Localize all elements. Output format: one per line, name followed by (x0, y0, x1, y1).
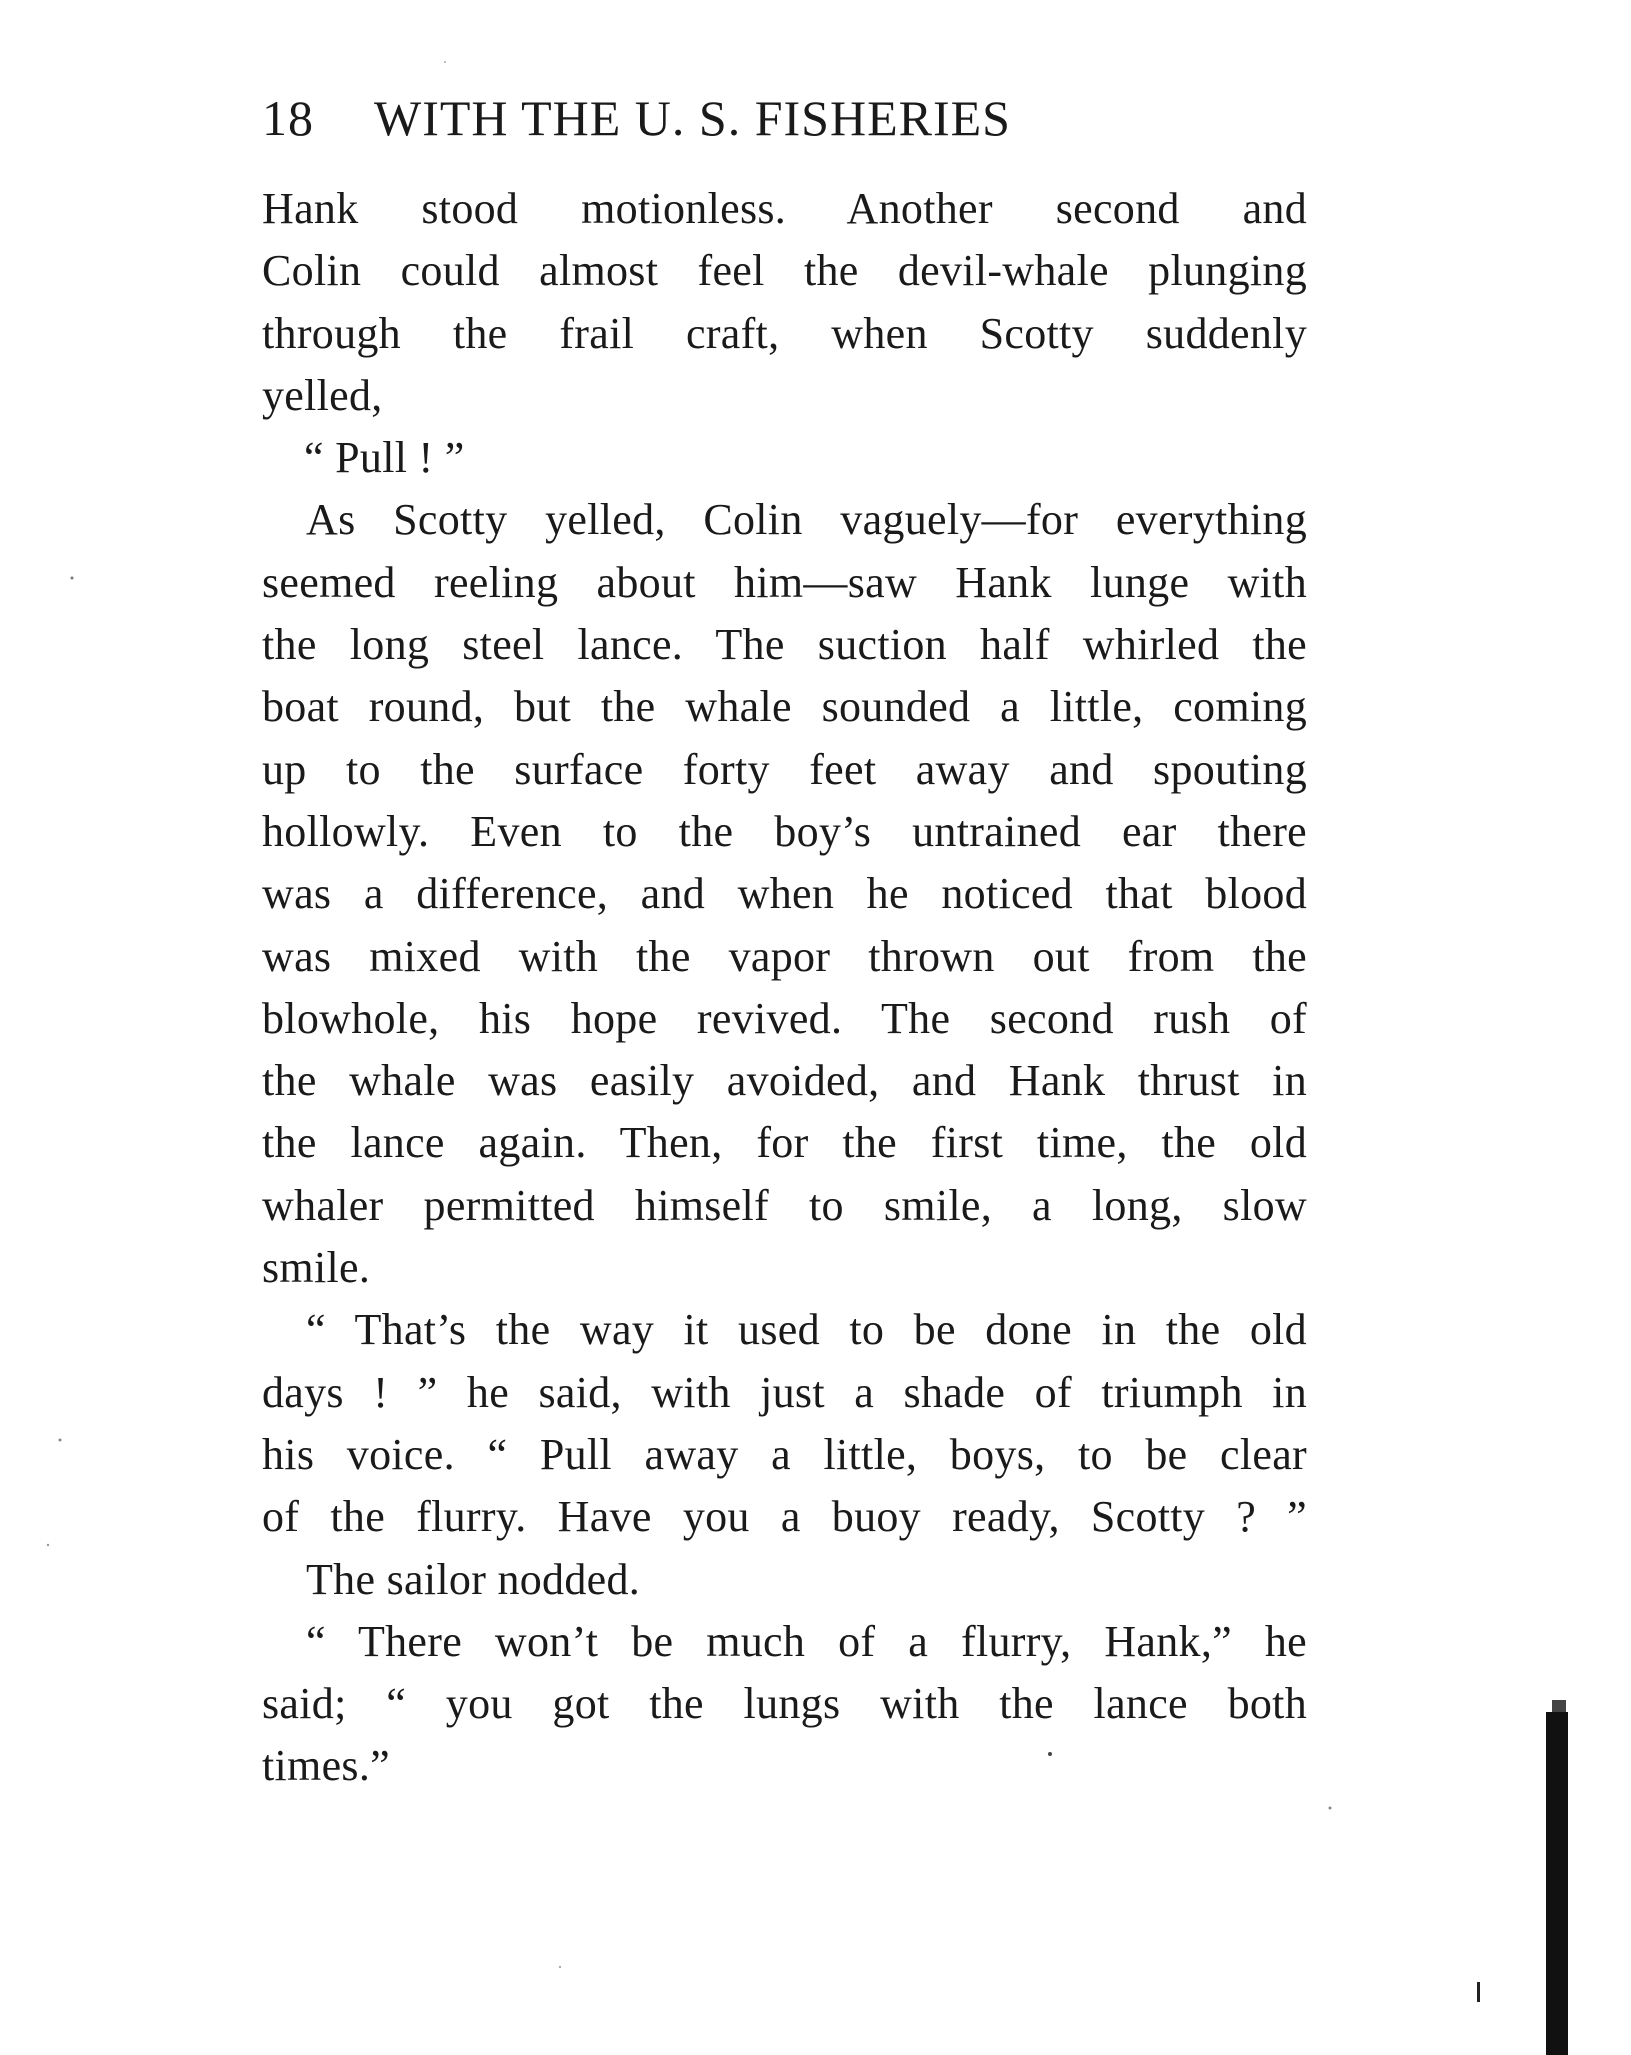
text-line: The sailor nodded. (306, 1554, 641, 1604)
text-line: yelled, (262, 370, 383, 420)
text-line: of the flurry. Have you a buoy ready, Scotty ? ” (262, 1492, 1307, 1542)
running-head (262, 88, 1312, 148)
text-line: “ Pull ! ” (304, 433, 465, 483)
text-line: “ That’s the way it used to be done in the old (306, 1305, 1307, 1355)
text-line: boat round, but the whale sounded a little, coming (262, 682, 1307, 732)
text-line: whaler permitted himself to smile, a long, slow (262, 1180, 1307, 1230)
text-line: was mixed with the vapor thrown out from the (262, 931, 1307, 981)
text-line: smile. (262, 1243, 371, 1293)
text-line: the lance again. Then, for the first time, the old (262, 1118, 1307, 1168)
text-line: days ! ” he said, with just a shade of triumph in (262, 1367, 1307, 1417)
text-line: through the frail craft, when Scotty suddenly (262, 308, 1307, 358)
body-text (262, 178, 1307, 1798)
running-title: WITH THE U. S. FISHERIES (374, 90, 1011, 146)
text-line: Colin could almost feel the devil-whale plunging (262, 246, 1307, 296)
scan-edge-bar (1546, 1712, 1568, 2055)
text-line: his voice. “ Pull away a little, boys, to be clear (262, 1429, 1307, 1479)
text-line: As Scotty yelled, Colin vaguely—for everything (306, 495, 1307, 545)
text-line: the whale was easily avoided, and Hank thrust in (262, 1056, 1307, 1106)
text-line: seemed reeling about him—saw Hank lunge with (262, 557, 1307, 607)
text-line: up to the surface forty feet away and spouting (262, 744, 1307, 794)
text-line: said; “ you got the lungs with the lance both (262, 1679, 1307, 1729)
text-line: Hank stood motionless. Another second and (262, 184, 1307, 233)
text-line: the long steel lance. The suction half whirled the (262, 620, 1307, 670)
text-line: times.” (262, 1741, 390, 1791)
text-line: blowhole, his hope revived. The second rush of (262, 993, 1307, 1043)
text-line: “ There won’t be much of a flurry, Hank,” he (306, 1616, 1307, 1666)
text-line: was a difference, and when he noticed that blood (262, 869, 1307, 919)
text-line: hollowly. Even to the boy’s untrained ear there (262, 806, 1307, 856)
page-number: 18 (262, 90, 314, 146)
